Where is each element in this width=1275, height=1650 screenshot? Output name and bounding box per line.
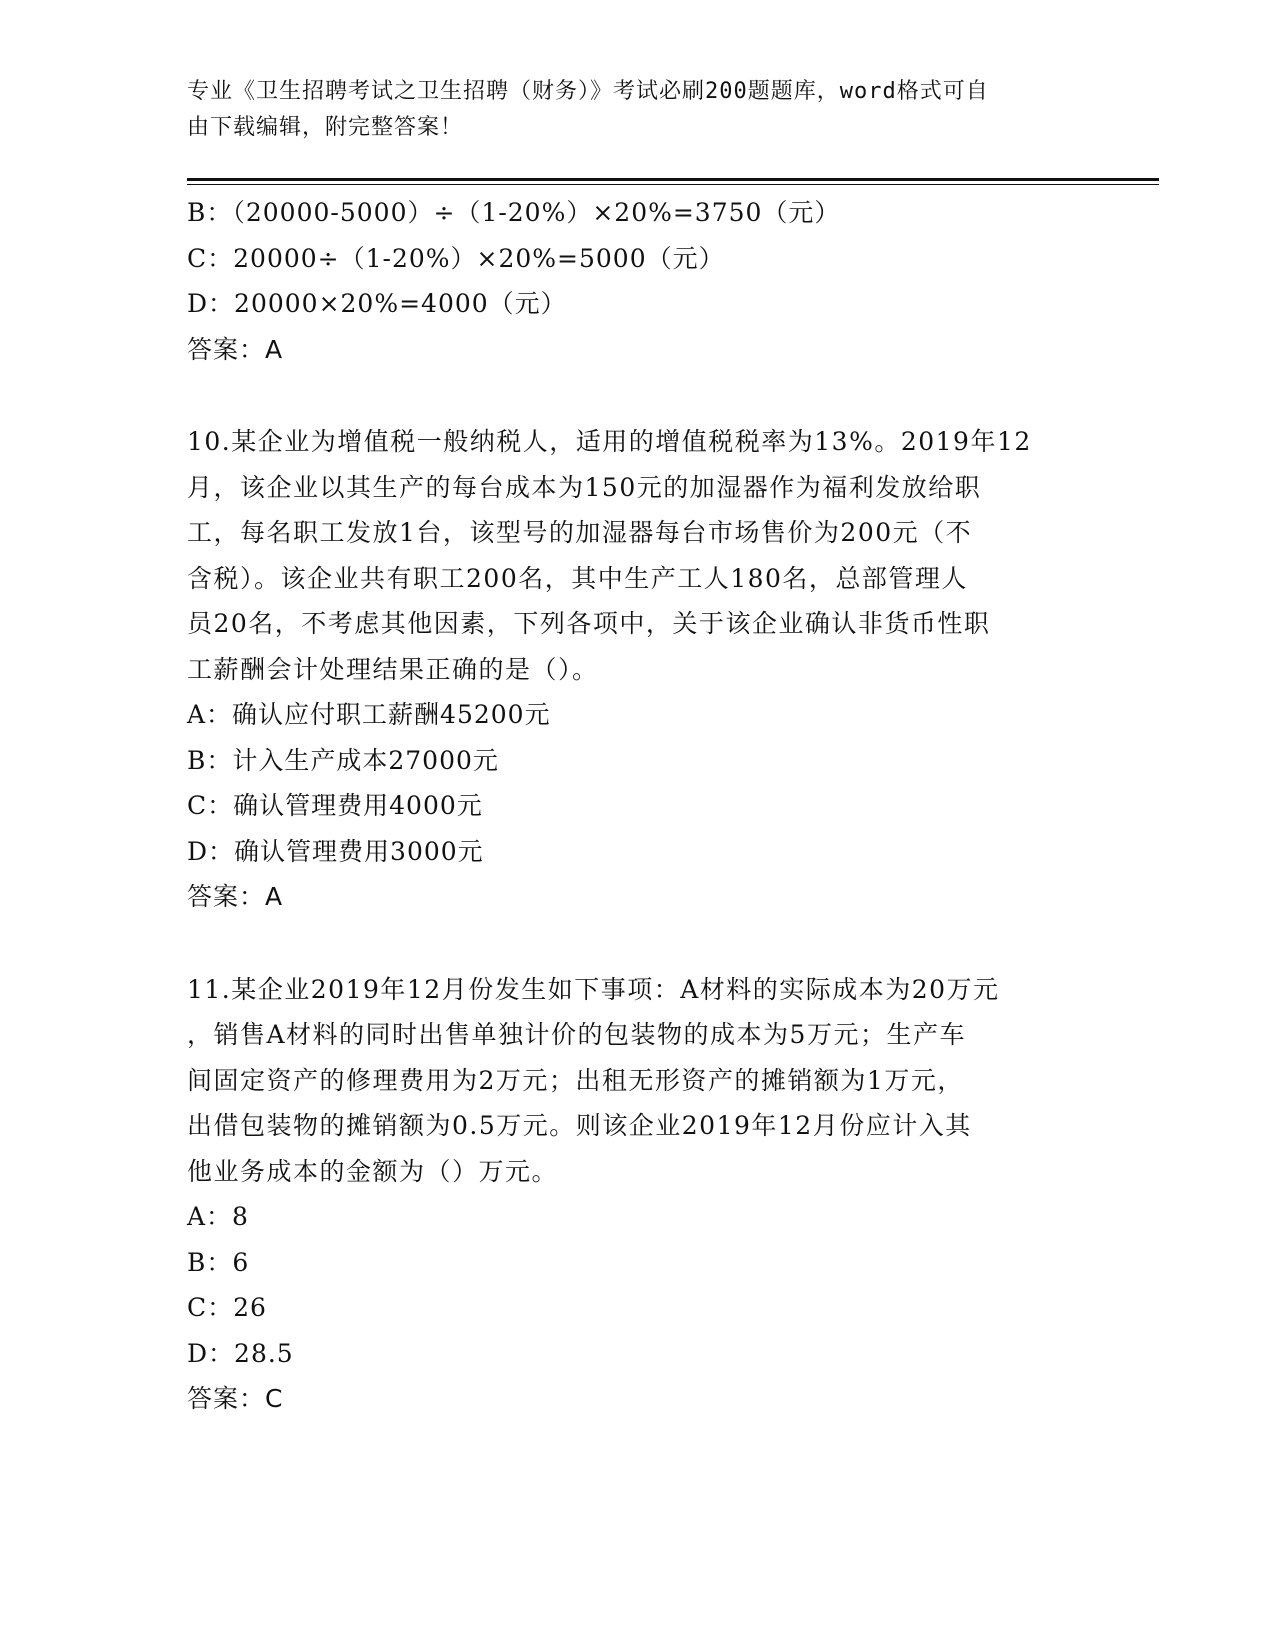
question-stem-line: 含税）。该企业共有职工200名，其中生产工人180名，总部管理人 <box>187 563 968 593</box>
question-stem-line: 月，该企业以其生产的每台成本为150元的加湿器作为福利发放给职 <box>187 472 982 502</box>
question-stem-line: 11.某企业2019年12月份发生如下事项：A材料的实际成本为20万元 <box>187 974 1000 1004</box>
question-stem-line: 工，每名职工发放1台，该型号的加湿器每台市场售价为200元（不 <box>187 518 973 547</box>
header-divider-thin <box>187 184 1159 185</box>
header-divider-thick <box>187 178 1159 181</box>
option-a: A：确认应付职工薪酬45200元 <box>187 700 551 729</box>
option-b: B：6 <box>187 1247 250 1277</box>
question-stem-line: 他业务成本的金额为（）万元。 <box>187 1156 559 1186</box>
option-b: B：计入生产成本27000元 <box>187 745 499 775</box>
option-b: B：（20000-5000）÷（1-20%）×20%=3750（元） <box>187 198 841 227</box>
answer-line: 答案：A <box>187 882 284 911</box>
question-spacer <box>187 372 1087 419</box>
question-stem-line: 工薪酬会计处理结果正确的是（）。 <box>187 654 599 684</box>
option-a: A：8 <box>187 1202 249 1231</box>
answer-line: 答案：A <box>187 334 284 364</box>
question-stem-line: 出借包装物的摊销额为0.5万元。则该企业2019年12月份应计入其 <box>187 1111 972 1140</box>
header-line-2: 由下载编辑，附完整答案！ <box>187 115 464 140</box>
question-11 <box>187 967 1087 1422</box>
header-line-1: 专业《卫生招聘考试之卫生招聘（财务）》考试必刷200题题库，word格式可自 <box>187 79 989 104</box>
question-stem-line: ，销售A材料的同时出售单独计价的包装物的成本为5万元；生产车 <box>187 1020 966 1049</box>
option-d: D：28.5 <box>187 1338 294 1368</box>
document-header <box>187 74 1087 146</box>
option-d: D：20000×20%=4000（元） <box>187 289 567 318</box>
option-d: D：确认管理费用3000元 <box>187 836 484 866</box>
previous-question-tail <box>187 190 1087 372</box>
question-stem-line: 10.某企业为增值税一般纳税人，适用的增值税税率为13%。2019年12 <box>187 427 1032 456</box>
question-stem-line: 员20名，不考虑其他因素，下列各项中，关于该企业确认非货币性职 <box>187 609 991 638</box>
option-c: C：26 <box>187 1293 267 1322</box>
answer-line: 答案：C <box>187 1384 284 1413</box>
option-c: C：20000÷（1-20%）×20%=5000（元） <box>187 243 725 273</box>
question-stem-line: 间固定资产的修理费用为2万元；出租无形资产的摊销额为1万元， <box>187 1065 964 1095</box>
question-10 <box>187 419 1087 920</box>
option-c: C：确认管理费用4000元 <box>187 791 483 820</box>
question-spacer <box>187 920 1087 967</box>
document-body <box>187 190 1087 1422</box>
